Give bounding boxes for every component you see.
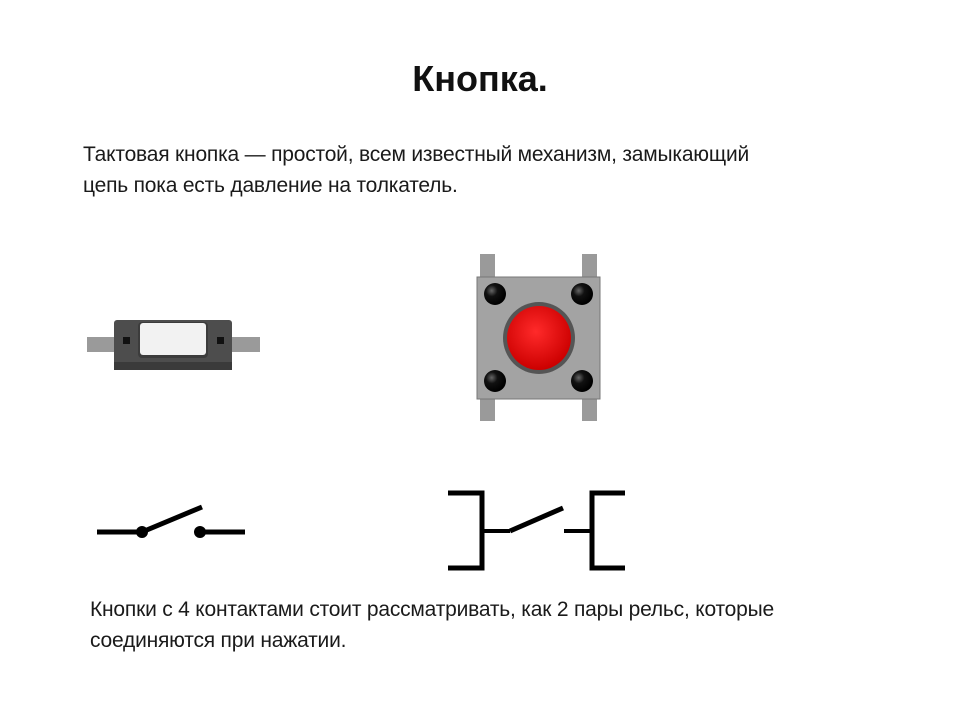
- tact-button-side-view: [80, 310, 270, 380]
- tact-button-top-view: [470, 250, 610, 425]
- note-line-2: соединяются при нажатии.: [90, 629, 347, 652]
- intro-paragraph: [83, 139, 883, 201]
- slide-title: Кнопка.: [412, 58, 548, 99]
- note-line-1: Кнопки с 4 контактами стоит рассматривать, как 2 пары рельс, которые: [90, 598, 774, 621]
- intro-line-1: Тактовая кнопка — простой, всем известный механизм, замыкающий: [83, 143, 749, 166]
- intro-line-2: цепь пока есть давление на толкатель.: [83, 174, 458, 197]
- switch-symbol-4-contacts: [440, 480, 640, 580]
- note-paragraph: [90, 594, 910, 656]
- switch-symbol-2-contacts: [90, 495, 260, 555]
